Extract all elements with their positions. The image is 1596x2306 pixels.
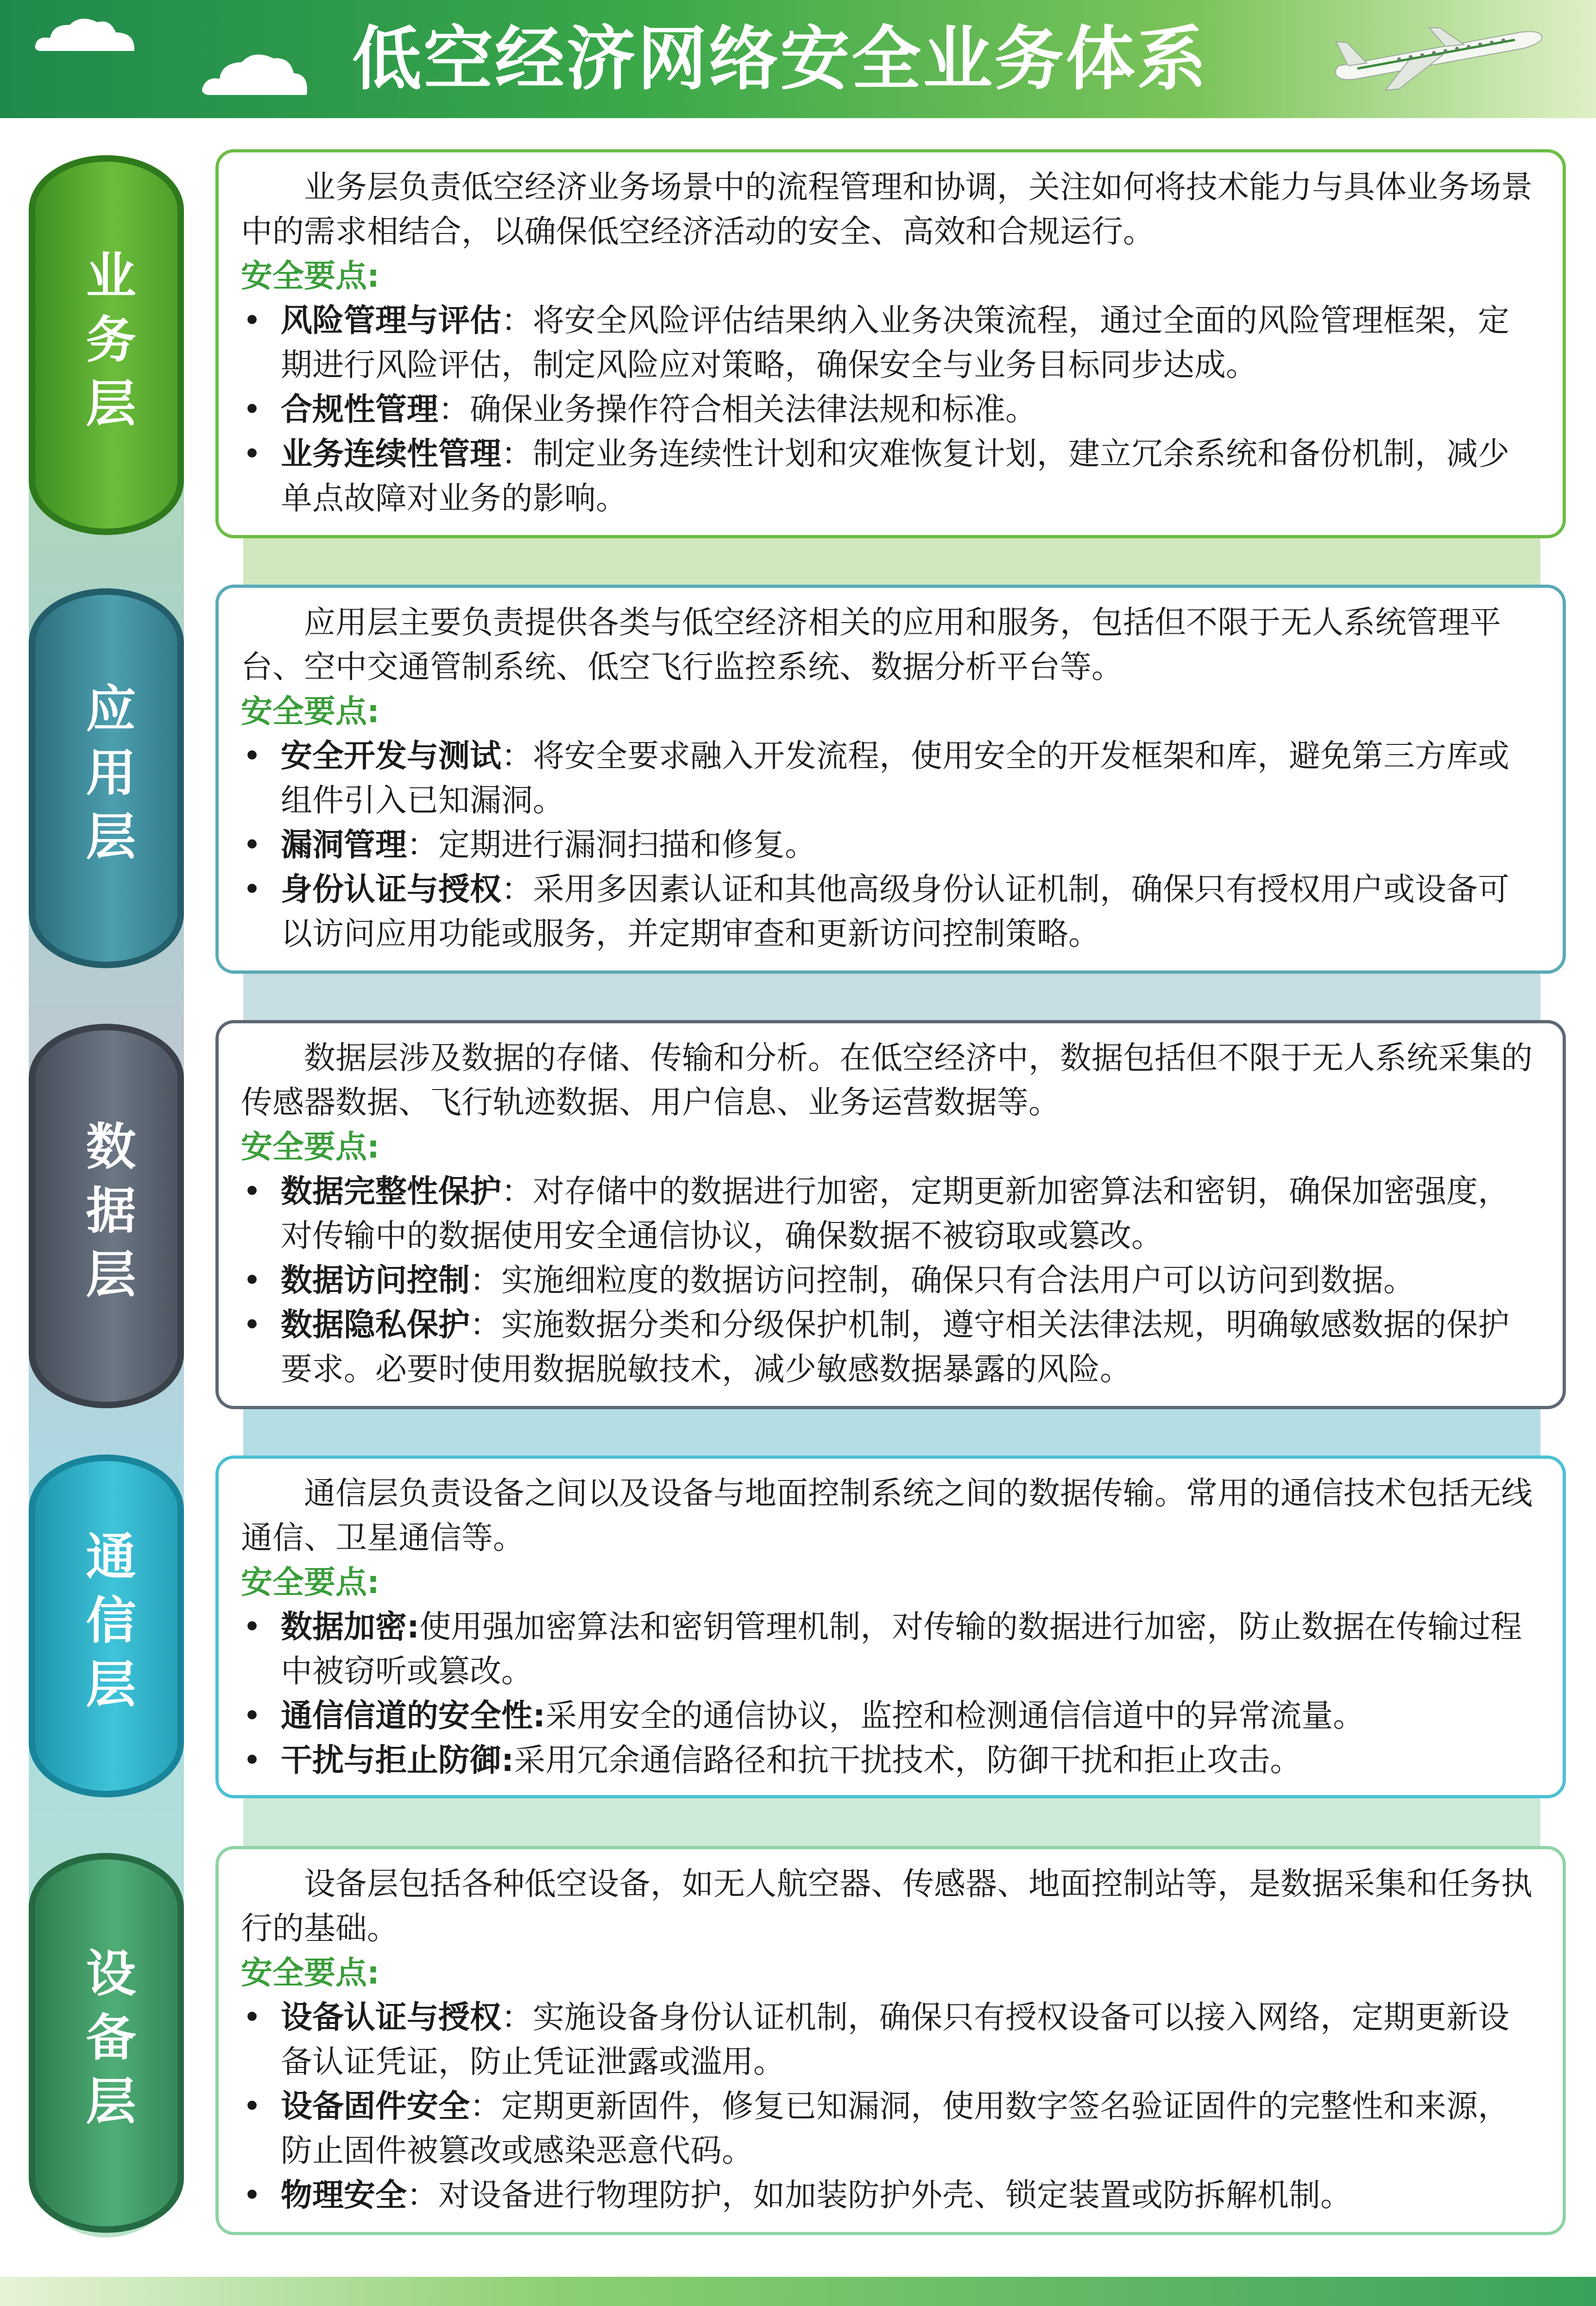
tab-label: 数据层: [77, 1120, 135, 1312]
point-text: ：定期更新固件，修复已知漏洞，使用数字签名验证固件的完整性和来源，防止固件被篡改或感染恶意代码。: [281, 2088, 1510, 2169]
point-text: 采用冗余通信路径和抗干扰技术，防御干扰和拒止攻击。: [514, 1742, 1302, 1779]
connector-strip: [243, 1795, 1540, 1846]
tab-label: 设备层: [77, 1947, 135, 2139]
data-layer-panel: [215, 1020, 1566, 1409]
application-layer-panel: [215, 585, 1566, 974]
list-item: [241, 2085, 1539, 2174]
list-item: [241, 823, 1539, 868]
footer-bar: [0, 2277, 1596, 2306]
layer-description: 数据层涉及数据的存储、传输和分析。在低空经济中，数据包括但不限于无人系统采集的传感器数据、飞行轨迹数据、用户信息、业务运营数据等。: [241, 1040, 1533, 1121]
point-text: ：实施设备身份认证机制，确保只有授权设备可以接入网络，定期更新设备认证凭证，防止凭证泄露或滥用。: [281, 1999, 1510, 2080]
point-term: 安全开发与测试: [281, 738, 502, 775]
point-term: 漏洞管理: [281, 827, 407, 863]
communication-layer-panel: [215, 1455, 1566, 1798]
point-term: 数据访问控制: [281, 1262, 470, 1299]
point-text: 使用强加密算法和密钥管理机制，对传输的数据进行加密，防止数据在传输过程中被窃听或篡改。: [281, 1609, 1522, 1690]
key-points-list: [241, 1170, 1539, 1392]
layer-description: 应用层主要负责提供各类与低空经济相关的应用和服务，包括但不限于无人系统管理平台、空中交通管制系统、低空飞行监控系统、数据分析平台等。: [241, 605, 1501, 686]
layer-description: 业务层负责低空经济业务场景中的流程管理和协调，关注如何将技术能力与具体业务场景中的需求相结合，以确保低空经济活动的安全、高效和合规运行。: [241, 169, 1533, 250]
tab-communication-layer: [29, 1455, 184, 1797]
point-text: ：将安全风险评估结果纳入业务决策流程，通过全面的风险管理框架，定期进行风险评估，制定风险应对策略，确保安全与业务目标同步达成。: [281, 302, 1510, 384]
point-term: 数据完整性保护: [281, 1173, 502, 1210]
point-term: 通信信道的安全性:: [281, 1698, 546, 1734]
layer-description: 设备层包括各种低空设备，如无人航空器、传感器、地面控制站等，是数据采集和任务执行的基础。: [241, 1866, 1533, 1947]
point-term: 物理安全: [281, 2177, 407, 2214]
connector-strip: [243, 973, 1540, 1024]
layer-description: 通信层负责设备之间以及设备与地面控制系统之间的数据传输。常用的通信技术包括无线通信、卫星通信等。: [241, 1475, 1533, 1556]
tab-data-layer: [29, 1024, 184, 1408]
list-item: [241, 1259, 1539, 1303]
connector-strip: [243, 535, 1540, 586]
list-item: [241, 734, 1539, 823]
point-term: 设备认证与授权: [281, 1999, 502, 2036]
key-points-label: 安全要点:: [241, 1564, 380, 1601]
point-term: 合规性管理: [281, 391, 439, 428]
cloud-icon: [199, 46, 310, 97]
tab-label: 业务层: [77, 249, 135, 441]
list-item: [241, 1694, 1539, 1739]
point-term: 干扰与拒止防御:: [281, 1742, 514, 1779]
point-term: 业务连续性管理: [281, 436, 502, 473]
point-text: ：采用多因素认证和其他高级身份认证机制，确保只有授权用户或设备可以访问应用功能或服务，并定期审查和更新访问控制策略。: [281, 871, 1510, 952]
point-term: 数据加密:: [281, 1609, 420, 1645]
point-term: 数据隐私保护: [281, 1307, 470, 1343]
airplane-icon: [1330, 14, 1547, 93]
key-points-list: [241, 734, 1539, 957]
list-item: [241, 2174, 1539, 2218]
point-text: 采用安全的通信协议，监控和检测通信信道中的异常流量。: [545, 1698, 1365, 1734]
connector-strip: [243, 1408, 1540, 1459]
page-title: 低空经济网络安全业务体系: [352, 19, 1209, 100]
point-term: 设备固件安全: [281, 2088, 470, 2125]
key-points-list: [241, 1996, 1539, 2218]
point-term: 身份认证与授权: [281, 871, 502, 908]
point-text: ：定期进行漏洞扫描和修复。: [407, 827, 817, 863]
key-points-list: [241, 1605, 1539, 1783]
point-text: ：对存储中的数据进行加密，定期更新加密算法和密钥，确保加密强度，对传输中的数据使用安全通信协议，确保数据不被窃取或篡改。: [281, 1173, 1510, 1254]
key-points-label: 安全要点:: [241, 1129, 380, 1166]
list-item: [241, 1303, 1539, 1392]
point-text: ：对设备进行物理防护，如加装防护外壳、锁定装置或防拆解机制。: [407, 2177, 1352, 2214]
list-item: [241, 432, 1539, 521]
list-item: [241, 1996, 1539, 2085]
cloud-icon: [32, 14, 139, 56]
header-banner: [0, 0, 1596, 118]
business-layer-panel: [215, 149, 1566, 538]
point-term: 风险管理与评估: [281, 302, 502, 339]
tab-application-layer: [29, 588, 184, 968]
list-item: [241, 1170, 1539, 1259]
point-text: ：实施数据分类和分级保护机制，遵守相关法律法规，明确敏感数据的保护要求。必要时使用数据脱敏技术，减少敏感数据暴露的风险。: [281, 1307, 1510, 1388]
point-text: ：实施细粒度的数据访问控制，确保只有合法用户可以访问到数据。: [470, 1262, 1415, 1299]
tab-label: 通信层: [77, 1530, 135, 1722]
tab-business-layer: [29, 155, 184, 535]
key-points-list: [241, 299, 1539, 521]
device-layer-panel: [215, 1846, 1566, 2235]
tab-device-layer: [29, 1853, 184, 2233]
point-text: ：制定业务连续性计划和灾难恢复计划，建立冗余系统和备份机制，减少单点故障对业务的影响。: [281, 436, 1510, 517]
point-text: ：将安全要求融入开发流程，使用安全的开发框架和库，避免第三方库或组件引入已知漏洞。: [281, 738, 1510, 819]
key-points-label: 安全要点:: [241, 258, 380, 295]
list-item: [241, 1605, 1539, 1694]
list-item: [241, 388, 1539, 432]
list-item: [241, 1739, 1539, 1783]
key-points-label: 安全要点:: [241, 1955, 380, 1991]
list-item: [241, 299, 1539, 388]
list-item: [241, 868, 1539, 957]
key-points-label: 安全要点:: [241, 693, 380, 730]
point-text: ：确保业务操作符合相关法律法规和标准。: [438, 391, 1037, 428]
tab-label: 应用层: [77, 682, 135, 874]
